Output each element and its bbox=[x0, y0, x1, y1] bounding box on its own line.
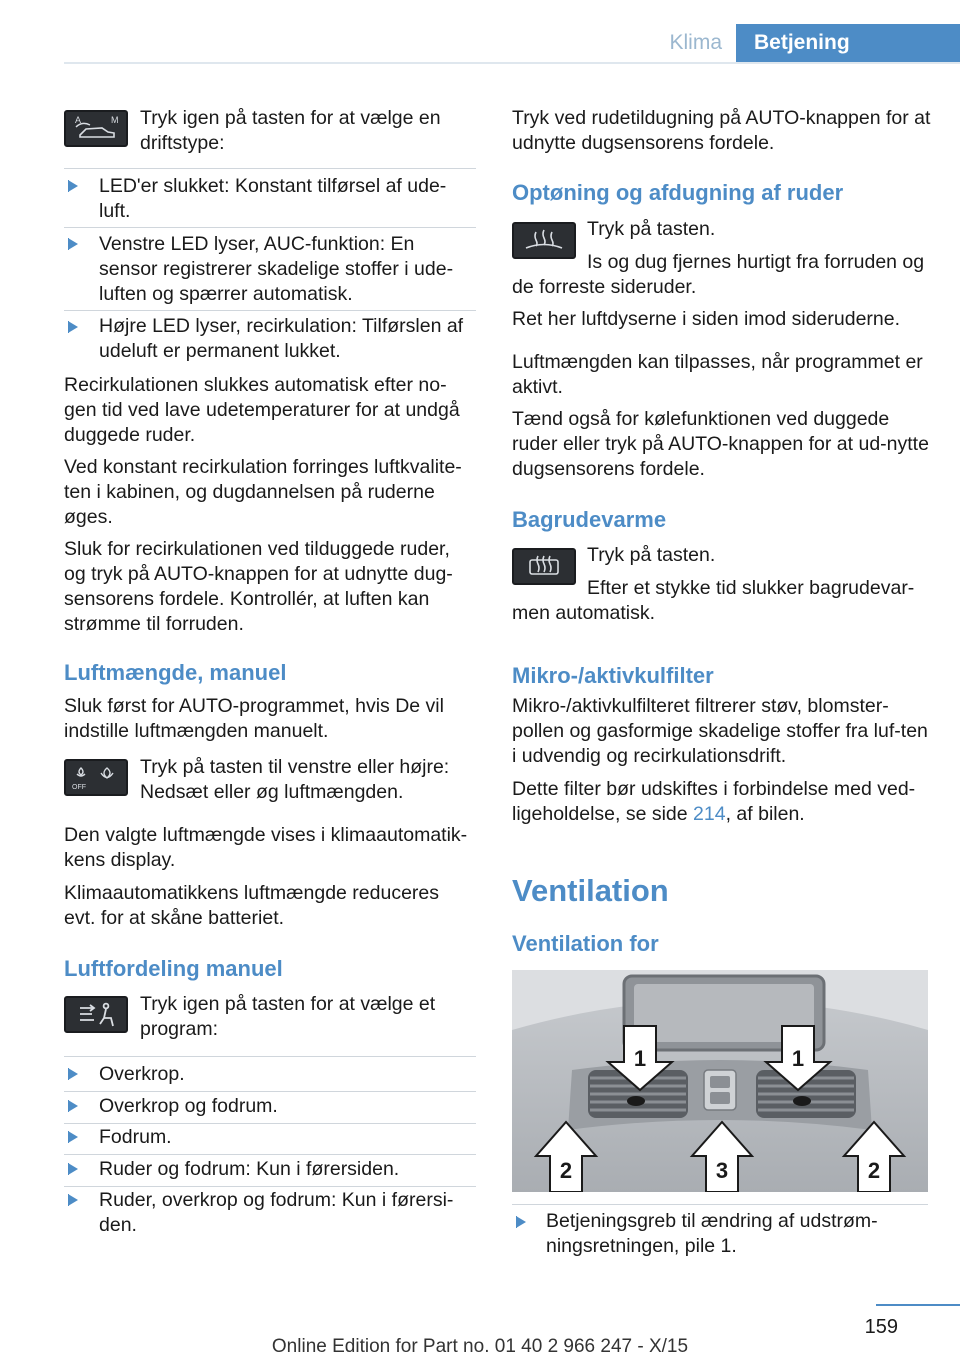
opt-paragraph-2: Is og dug fjernes hurtigt fra forruden og de forreste sideruder. bbox=[512, 251, 925, 298]
separator bbox=[64, 1091, 476, 1092]
bullet-line bbox=[516, 1216, 517, 1228]
bullet-triangle bbox=[68, 1194, 78, 1206]
filter-paragraph-2 bbox=[512, 777, 932, 827]
footer-rule bbox=[876, 1304, 960, 1306]
prog-item-1: Overkrop. bbox=[99, 1063, 185, 1085]
prog-item-4: Ruder og fodrum: Kun i førersiden. bbox=[99, 1158, 400, 1180]
bullet-triangle bbox=[68, 321, 78, 333]
footer-edition: Online Edition for Part no. 01 40 2 966 247 - X/15 bbox=[271, 1336, 689, 1357]
heading-luftmaengde: Luftmængde, manuel bbox=[64, 660, 287, 685]
luft-paragraph-1: Sluk først for AUTO-programmet, hvis De vil indstille luftmængden manuelt. bbox=[64, 695, 444, 742]
figure-label-3: 3 bbox=[715, 1158, 729, 1183]
bullet-line bbox=[68, 1163, 69, 1175]
car-recirculation-icon bbox=[64, 110, 128, 147]
heading-ventilation: Ventilation bbox=[512, 873, 669, 908]
air-distribution-icon bbox=[64, 996, 128, 1033]
tab-betjening[interactable]: Betjening bbox=[736, 24, 960, 62]
separator bbox=[64, 1123, 476, 1124]
fordeling-paragraph: Tryk igen på tasten for at vælge et program: bbox=[140, 993, 436, 1040]
fan-speed-icon bbox=[64, 759, 128, 796]
bag-paragraph-1: Tryk på tasten. bbox=[587, 544, 716, 566]
separator bbox=[512, 1204, 928, 1205]
bullet-triangle bbox=[68, 1100, 78, 1112]
filter-paragraph-1: Mikro-/aktivkulfilteret filtrerer støv, blomster-pollen og gasformige skadelige stoffer fra luf-ten i udvendig og recirkulationsdrift. bbox=[512, 695, 928, 767]
luft-paragraph-3: Den valgte luftmængde vises i klimaautomatik-kens display. bbox=[64, 824, 468, 871]
bullet-triangle bbox=[68, 1131, 78, 1143]
mode-item-2: Venstre LED lyser, AUC-funktion: En sensor registrerer skadelige stoffer i ude-luften og spærrer automatisk. bbox=[99, 233, 454, 305]
prog-item-5: Ruder, overkrop og fodrum: Kun i førersi-den. bbox=[99, 1189, 454, 1236]
heading-bagrude: Bagrudevarme bbox=[512, 507, 667, 532]
prog-item-2: Overkrop og fodrum. bbox=[99, 1095, 278, 1117]
separator bbox=[64, 227, 476, 228]
fan-off-label: OFF bbox=[72, 784, 86, 791]
bullet-line bbox=[68, 321, 69, 333]
luft-paragraph-4: Klimaautomatikkens luftmængde reduceres evt. for at skåne batteriet. bbox=[64, 882, 440, 929]
mode-m-label: M bbox=[111, 115, 119, 125]
figure-label-1-right: 1 bbox=[791, 1046, 805, 1071]
opt-paragraph-1: Tryk på tasten. bbox=[587, 218, 716, 240]
mode-paragraph: Tryk igen på tasten for at vælge en driftstype: bbox=[140, 107, 441, 154]
figure-label-2-right: 2 bbox=[867, 1158, 881, 1183]
heading-filter: Mikro-/aktivkulfilter bbox=[512, 663, 714, 688]
mode-item-3: Højre LED lyser, recirkulation: Tilførslen af udeluft er permanent lukket. bbox=[99, 315, 464, 362]
opt-paragraph-3: Ret her luftdyserne i siden imod sideruderne. bbox=[512, 308, 901, 330]
separator bbox=[64, 310, 476, 311]
separator bbox=[64, 1186, 476, 1187]
prog-item-3: Fodrum. bbox=[99, 1126, 172, 1148]
bullet-line bbox=[68, 180, 69, 192]
heading-ventilation-for: Ventilation for bbox=[512, 931, 659, 956]
heading-optoning: Optøning og afdugning af ruder bbox=[512, 180, 844, 205]
heading-fordeling: Luftfordeling manuel bbox=[64, 956, 283, 981]
figure-label-2-left: 2 bbox=[559, 1158, 573, 1183]
tab-klima[interactable]: Klima bbox=[669, 31, 722, 54]
bullet-line bbox=[68, 1068, 69, 1080]
page-link-214[interactable]: 214 bbox=[693, 803, 726, 825]
bullet-line bbox=[68, 1131, 69, 1143]
figure-label-1-left: 1 bbox=[633, 1046, 647, 1071]
filter-text-a: Dette filter bør udskiftes i forbindelse med ved-ligeholdelse, se side bbox=[512, 778, 916, 825]
separator bbox=[64, 168, 476, 169]
bullet-triangle bbox=[68, 1163, 78, 1175]
separator bbox=[64, 1056, 476, 1057]
mode-item-1: LED'er slukket: Konstant tilførsel af ude-luft. bbox=[99, 175, 447, 222]
bullet-line bbox=[68, 1194, 69, 1206]
bullet-triangle bbox=[68, 1068, 78, 1080]
bag-paragraph-2: Efter et stykke tid slukker bagrudevar-men automatisk. bbox=[512, 577, 915, 624]
bullet-triangle bbox=[68, 180, 78, 192]
bullet-line bbox=[68, 238, 69, 250]
right-top-paragraph: Tryk ved rudetildugning på AUTO-knappen for at udnytte dugsensorens fordele. bbox=[512, 107, 931, 154]
page-number: 159 bbox=[864, 1316, 898, 1338]
mode-a-label: A bbox=[75, 115, 82, 125]
filter-text-b: , af bilen. bbox=[725, 803, 805, 825]
separator bbox=[64, 1154, 476, 1155]
opt-paragraph-4: Luftmængden kan tilpasses, når programmet er aktivt. bbox=[512, 351, 923, 398]
bullet-line bbox=[68, 1100, 69, 1112]
header-rule bbox=[64, 62, 960, 64]
vent-item-1: Betjeningsgreb til ændring af udstrøm-ningsretningen, pile 1. bbox=[546, 1210, 878, 1257]
recirc-paragraph-1: Recirkulationen slukkes automatisk efter no-gen tid ved lave udetemperaturer for at undgå duggede ruder. bbox=[64, 374, 460, 446]
recirc-paragraph-2: Ved konstant recirkulation forringes luftkvalite-ten i kabinen, og dugdannelsen på ruderne øges. bbox=[64, 456, 462, 528]
dashboard-vents-figure bbox=[512, 970, 928, 1192]
bullet-triangle bbox=[516, 1216, 526, 1228]
luft-paragraph-2: Tryk på tasten til venstre eller højre: Nedsæt eller øg luftmængden. bbox=[140, 756, 450, 803]
opt-paragraph-5: Tænd også for kølefunktionen ved duggede ruder eller tryk på AUTO-knappen for at ud-nytte dugsensorens fordele. bbox=[512, 408, 929, 480]
bullet-triangle bbox=[68, 238, 78, 250]
recirc-paragraph-3: Sluk for recirkulationen ved tilduggede ruder, og tryk på AUTO-knappen for at udnytte dug-sensorens fordele. Kontrollér, at luften kan strømme til forruden. bbox=[64, 538, 453, 635]
